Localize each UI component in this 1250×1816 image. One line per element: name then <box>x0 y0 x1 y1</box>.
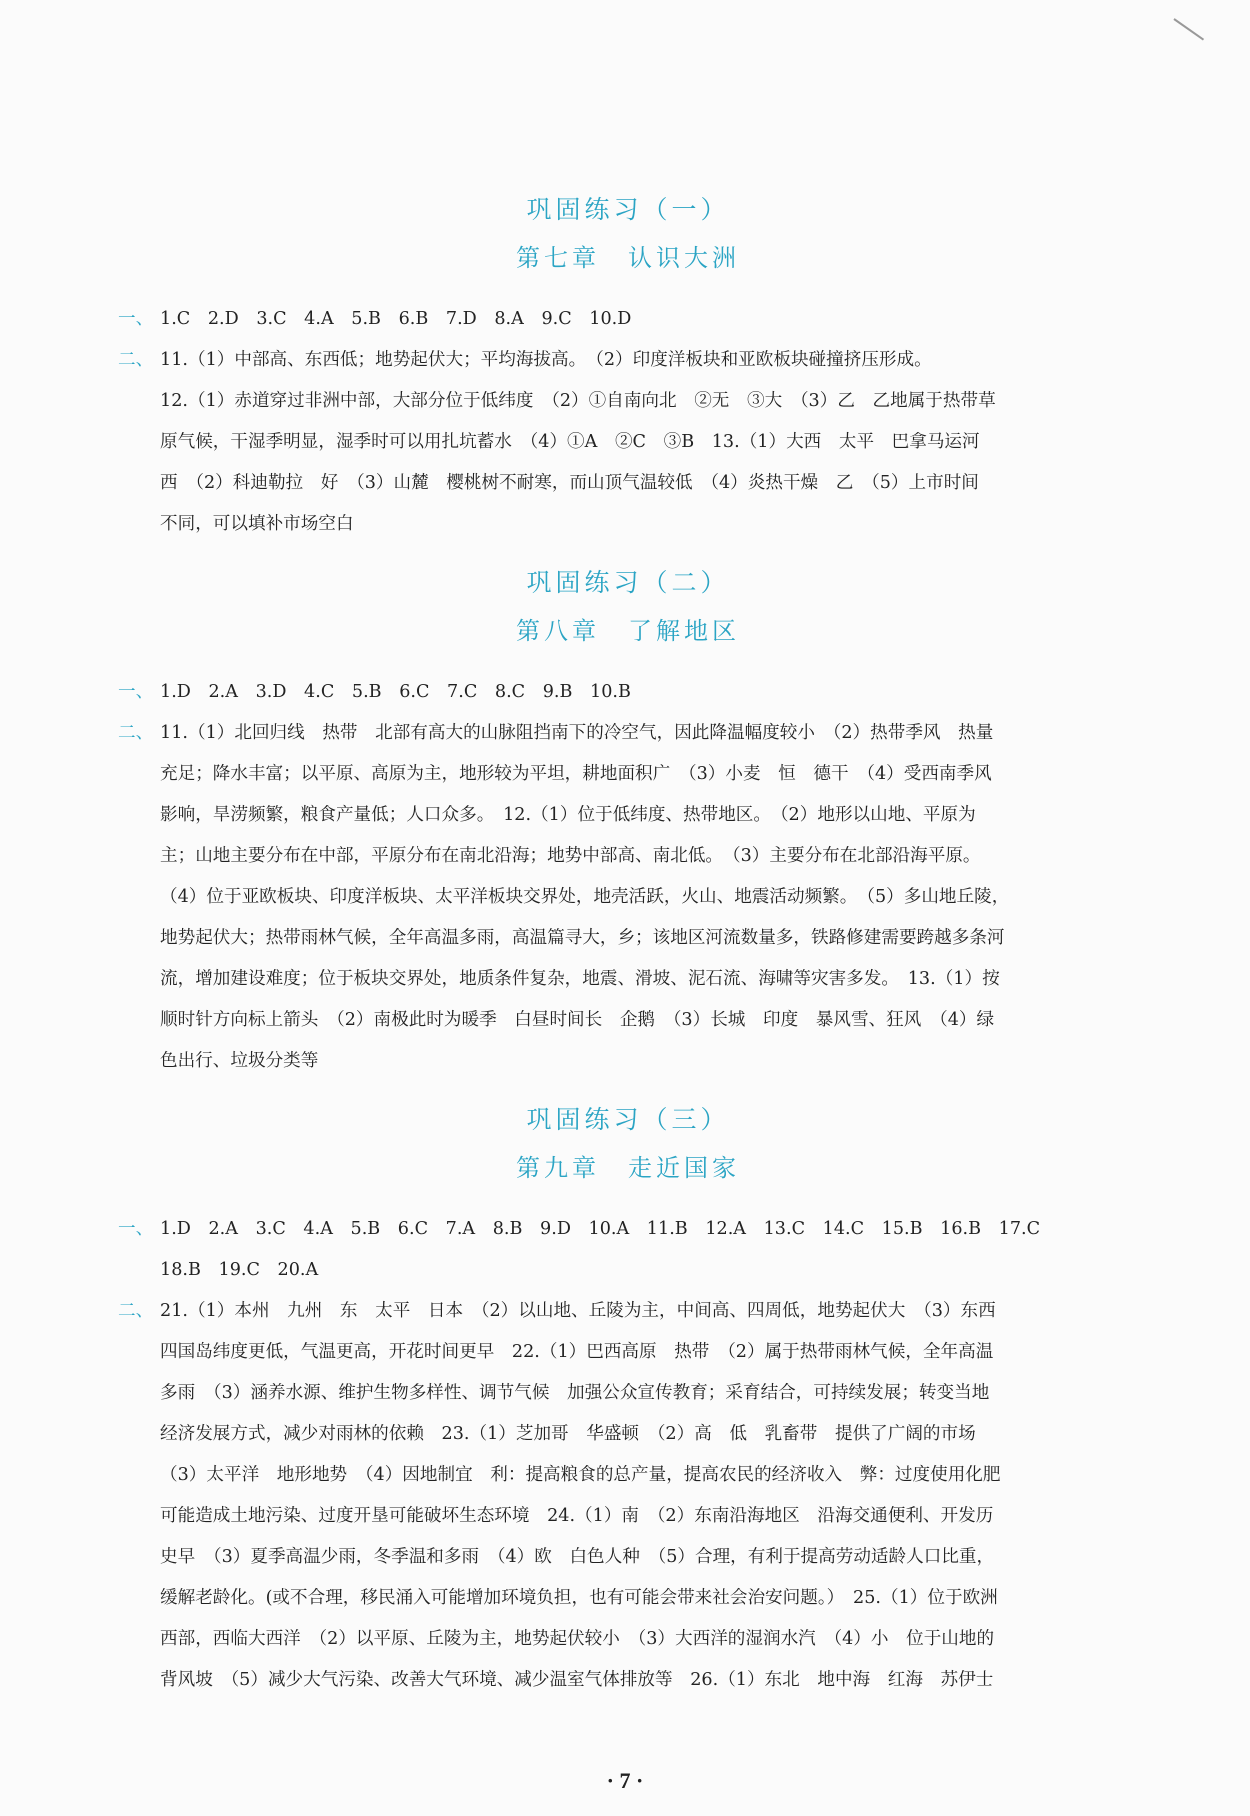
answer-line <box>118 1291 1138 1332</box>
answer-line: 不同，可以填补市场空白 <box>160 514 354 534</box>
page-number: · 7 · <box>606 1768 644 1793</box>
answer-line: 地势起伏大；热带雨林气候，全年高温多雨，高温篇寻大，乡；该地区河流数量多，铁路修建需要跨越多条河 <box>160 928 1005 948</box>
part-marker: 一、 <box>118 309 154 329</box>
answer-line: 12.（1）赤道穿过非洲中部，大部分位于低纬度 （2）①自南向北 ②无 ③大 （3）乙 乙地属于热带草 <box>160 391 996 411</box>
answer-line <box>118 713 1138 754</box>
section-title: 巩固练习（一） <box>526 195 730 224</box>
answer-page <box>118 190 1138 1709</box>
answer-line: 主；山地主要分布在中部，平原分布在南北沿海；地势中部高、南北低。 （3）主要分布在北部沿海平原。 <box>160 846 981 866</box>
answer-line: 充足；降水丰富；以平原、高原为主，地形较为平坦，耕地面积广 （3）小麦 恒 德干 （4）受西南季风 <box>160 764 992 784</box>
answer-text: 21.（1）本州 九州 东 太平 日本 （2）以山地、丘陵为主，中间高、四周低，地势起伏大 （3）东西 <box>160 1301 996 1321</box>
answer-line: 多雨 （3）涵养水源、维护生物多样性、调节气候 加强公众宣传教育；采育结合，可持续发展；转变当地 <box>160 1383 990 1403</box>
section-1 <box>118 190 1138 545</box>
answer-text: 1.D 2.A 3.C 4.A 5.B 6.C 7.A 8.B 9.D 10.A 11.B 12.A 13.C 14.C 15.B 16.B 17.C <box>160 1219 1041 1239</box>
section-2 <box>118 563 1138 1082</box>
answer-text: 11.（1）中部高、东西低；地势起伏大；平均海拔高。 （2）印度洋板块和亚欧板块碰撞挤压形成。 <box>160 350 932 370</box>
answer-line <box>118 1209 1138 1250</box>
answer-text: 11.（1）北回归线 热带 北部有高大的山脉阻挡南下的冷空气，因此降温幅度较小 （2）热带季风 热量 <box>160 723 994 743</box>
section-3 <box>118 1100 1138 1701</box>
answer-line <box>118 299 1138 340</box>
answer-text: 1.D 2.A 3.D 4.C 5.B 6.C 7.C 8.C 9.B 10.B <box>160 682 631 702</box>
section-subtitle: 第七章 认识大洲 <box>516 244 740 272</box>
answer-line: 四国岛纬度更低，气温更高，开花时间更早 22.（1）巴西高原 热带 （2）属于热带雨林气候，全年高温 <box>160 1342 994 1362</box>
answer-line: （4）位于亚欧板块、印度洋板块、太平洋板块交界处，地壳活跃，火山、地震活动频繁。 （5）多山地丘陵， <box>160 887 1010 907</box>
answer-line: 背风坡 （5）减少大气污染、改善大气环境、减少温室气体排放等 26.（1）东北 地中海 红海 苏伊士 <box>160 1670 994 1690</box>
section-title: 巩固练习（二） <box>526 568 730 597</box>
answer-line: 流，增加建设难度；位于板块交界处，地质条件复杂，地震、滑坡、泥石流、海啸等灾害多发。 13.（1）按 <box>160 969 1000 989</box>
answer-line <box>118 340 1138 381</box>
answer-text: 1.C 2.D 3.C 4.A 5.B 6.B 7.D 8.A 9.C 10.D <box>160 309 632 329</box>
answer-line: 经济发展方式，减少对雨林的依赖 23.（1）芝加哥 华盛顿 （2）高 低 乳畜带 提供了广阔的市场 <box>160 1424 976 1444</box>
answer-line: 色出行、垃圾分类等 <box>160 1051 319 1071</box>
answer-line: 西部，西临大西洋 （2）以平原、丘陵为主，地势起伏较小 （3）大西洋的湿润水汽 （4）小 位于山地的 <box>160 1629 995 1649</box>
part-marker: 一、 <box>118 1219 154 1239</box>
part-marker: 二、 <box>118 350 154 370</box>
part-marker: 二、 <box>118 723 154 743</box>
answer-line: 影响，旱涝频繁，粮食产量低；人口众多。 12.（1）位于低纬度、热带地区。 （2）地形以山地、平原为 <box>160 805 976 825</box>
answer-line: 史早 （3）夏季高温少雨，冬季温和多雨 （4）欧 白色人种 （5）合理，有利于提高劳动适龄人口比重， <box>160 1547 995 1567</box>
answer-line: 顺时针方向标上箭头 （2）南极此时为暖季 白昼时间长 企鹅 （3）长城 印度 暴风雪、狂风 （4）绿 <box>160 1010 995 1030</box>
answer-line: 原气候，干湿季明显，湿季时可以用扎坑蓄水 （4）①A ②C ③B 13.（1）大西 太平 巴拿马运河 <box>160 432 980 452</box>
section-subtitle: 第九章 走近国家 <box>516 1154 740 1182</box>
answer-line: 18.B 19.C 20.A <box>160 1260 319 1280</box>
answer-line: 缓解老龄化。(或不合理，移民涌入可能增加环境负担，也有可能会带来社会治安问题。） 25.（1）位于欧洲 <box>160 1588 998 1608</box>
section-subtitle: 第八章 了解地区 <box>516 617 740 645</box>
corner-fold-mark <box>1173 18 1204 40</box>
answer-line: 可能造成土地污染、过度开垦可能破坏生态环境 24.（1）南 （2）东南沿海地区 沿海交通便利、开发历 <box>160 1506 994 1526</box>
answer-line <box>118 672 1138 713</box>
answer-line: （3）太平洋 地形地势 （4）因地制宜 利：提高粮食的总产量，提高农民的经济收入 弊：过度使用化肥 <box>160 1465 1001 1485</box>
section-title: 巩固练习（三） <box>526 1105 730 1134</box>
part-marker: 二、 <box>118 1301 154 1321</box>
answer-line: 西 （2）科迪勒拉 好 （3）山麓 樱桃树不耐寒，而山顶气温较低 （4）炎热干燥 乙 （5）上市时间 <box>160 473 979 493</box>
part-marker: 一、 <box>118 682 154 702</box>
